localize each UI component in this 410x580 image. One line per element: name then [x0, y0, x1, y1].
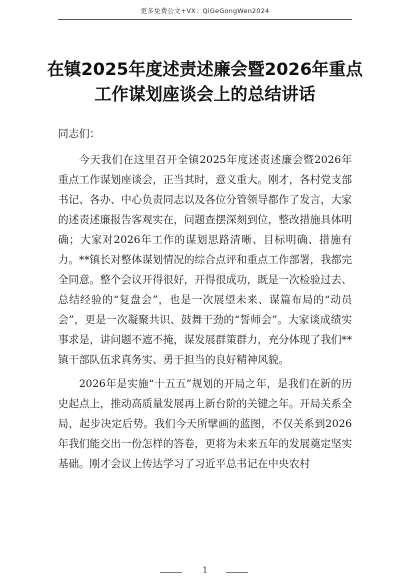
document-title: [0, 58, 410, 108]
footer-divider-right: [226, 572, 248, 573]
document-body: [58, 124, 352, 474]
salutation: 同志们：: [58, 128, 100, 140]
header-note: 更多免费公文+VX：QiGeGongWen2024: [140, 7, 270, 15]
body-paragraph-1: 今天我们在这里召开全镇2025年度述责述廉会暨2026年重点工作谋划座谈会，正当其时，意义重大。刚才，各村党支部书记、各办、中心负责同志以及各位分管领导都作了发言，大家的述责述廉报告客观实在，问题查摆深刻到位，整改措施具体明确；大家对2026年工作的谋划思路清晰、目标明确、措施有力。**镇长对整体谋划情况的综合点评和重点工作部署，我都完全同意。整个会议开得很好，开得很成功，既是一次检验过去、总结经验的“复盘会”，也是一次展望未来、谋篇布局的“动员会”，更是一次凝聚共识、鼓舞干劲的“誓师会”。大家谈成绩实事求是，讲问题不遮不掩，谋发展群策群力，充分体现了我们**镇干部队伍求真务实、勇于担当的良好精神风貌。: [58, 154, 352, 366]
title-line-2: 工作谋划座谈会上的总结讲话: [94, 85, 316, 105]
header-divider: [58, 19, 352, 20]
body-paragraph-2: 2026年是实施“十五五”规划的开局之年，是我们在新的历史起点上，推动高质量发展再上新台阶的关键之年。开局关系全局，起步决定后势。我们今天所擘画的蓝图，不仅关系到2026年我们能交出一份怎样的答卷，更将为未来五年的发展奠定坚实基础。刚才会议上传达学习了习近平总书记在中央农村: [58, 378, 352, 470]
title-line-1: 在镇2025年度述责述廉会暨2026年重点: [47, 60, 363, 80]
page-number: 1: [202, 566, 208, 575]
